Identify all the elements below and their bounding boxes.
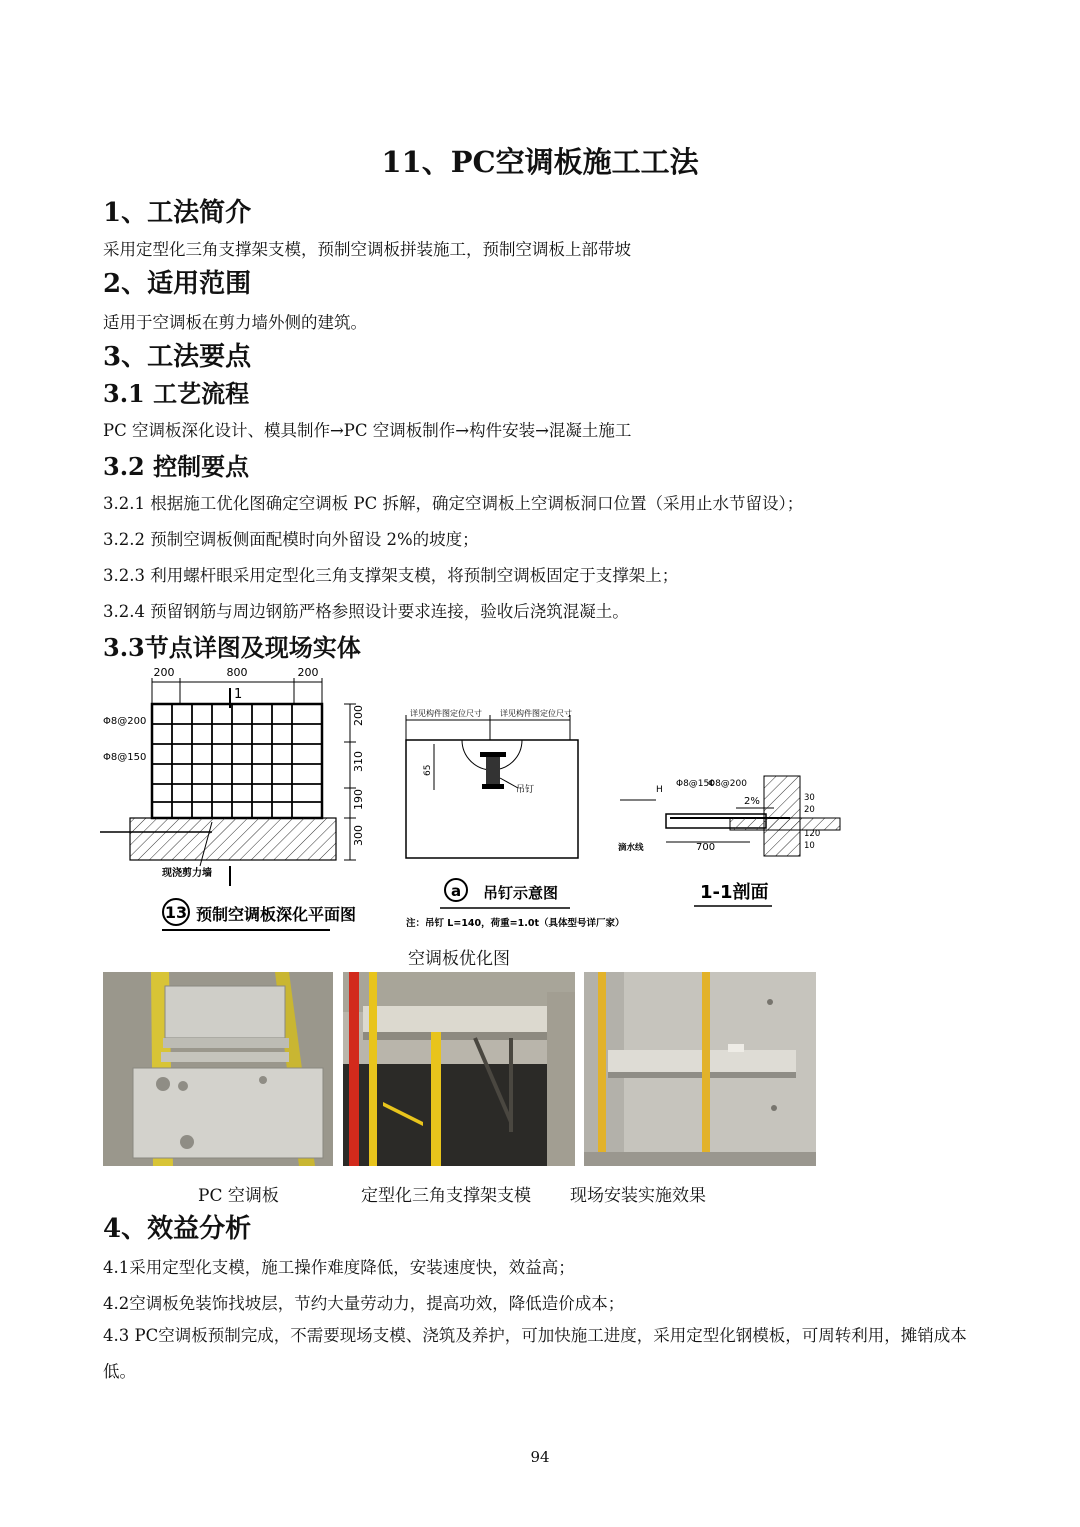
rebar-label-1: Φ8@200 xyxy=(103,716,147,727)
hook-letter: a xyxy=(450,882,462,900)
section-2-text: 适用于空调板在剪力墙外侧的建筑。 xyxy=(103,313,367,332)
dim-top-1: 200 xyxy=(153,666,175,679)
plan-caption: 预制空调板深化平面图 xyxy=(196,905,357,924)
control-point-1: 3.2.1 根据施工优化图确定空调板 PC 拆解，确定空调板上空调板洞口位置（采用止水节留设）； xyxy=(103,494,804,513)
rebar-label-2: Φ8@150 xyxy=(103,752,147,763)
hook-view xyxy=(406,708,624,929)
dim-right-4: 300 xyxy=(352,825,365,846)
section-3-3-heading: 3.3节点详图及现场实体 xyxy=(103,633,361,662)
benefit-2: 4.2空调板免装饰找坡层，节约大量劳动力，提高功效，降低造价成本； xyxy=(103,1294,625,1313)
section-3-1-heading: 3.1 工艺流程 xyxy=(103,379,250,408)
dim-top-3: 200 xyxy=(297,666,319,679)
section-slope: 2% xyxy=(744,796,760,807)
section-dim-120: 120 xyxy=(804,829,821,839)
section-drip-label: 滴水线 xyxy=(618,843,644,853)
section-dim-10: 10 xyxy=(804,841,815,851)
photo-installation xyxy=(584,972,816,1166)
hook-dim-label-2: 详见构件图定位尺寸 xyxy=(500,709,572,718)
hook-dim-65: 65 xyxy=(423,764,433,776)
page-number: 94 xyxy=(530,1448,550,1466)
dim-top-2: 800 xyxy=(226,666,248,679)
control-point-3: 3.2.3 利用螺杆眼采用定型化三角支撑架支模，将预制空调板固定于支撑架上； xyxy=(103,566,679,585)
hook-label: 吊钉 xyxy=(516,785,535,795)
control-point-4: 3.2.4 预留钢筋与周边钢筋严格参照设计要求连接，验收后浇筑混凝土。 xyxy=(103,602,629,621)
section-h-label: H xyxy=(656,785,663,795)
hook-caption: 吊钉示意图 xyxy=(483,884,559,902)
section-rebar-2: Φ8@200 xyxy=(708,779,747,789)
section-3-heading: 3、工法要点 xyxy=(103,342,252,372)
section-4-heading: 4、效益分析 xyxy=(103,1214,252,1244)
hook-dim-label-1: 详见构件图定位尺寸 xyxy=(410,709,482,718)
section-dim-20: 20 xyxy=(804,805,815,815)
page-title: 11、PC空调板施工工法 xyxy=(381,145,699,179)
photo-caption-2: 定型化三角支撑架支模 xyxy=(361,1186,531,1206)
dim-right-3: 190 xyxy=(352,789,365,810)
section-2-heading: 2、适用范围 xyxy=(103,269,252,299)
section-view xyxy=(618,776,840,906)
benefit-3: 4.3 PC空调板预制完成，不需要现场支模、浇筑及养护，可加快施工进度，采用定型化钢模板，可周转利用，摊销成本低。 xyxy=(103,1326,967,1381)
plan-number: 13 xyxy=(164,903,188,922)
detail-drawing xyxy=(100,660,870,940)
section-1-text: 采用定型化三角支撑架支模，预制空调板拼装施工，预制空调板上部带坡 xyxy=(103,240,631,259)
dim-right-2: 310 xyxy=(352,751,365,772)
dim-right-1: 200 xyxy=(352,705,365,726)
control-point-2: 3.2.2 预制空调板侧面配模时向外留设 2%的坡度； xyxy=(103,530,479,549)
hook-note: 注：吊钉 L=140，荷重=1.0t（具体型号详厂家） xyxy=(406,918,625,929)
photo-caption-3: 现场安装实施效果 xyxy=(570,1186,706,1206)
plan-view xyxy=(100,666,365,930)
benefit-1: 4.1采用定型化支模，施工操作难度降低，安装速度快，效益高； xyxy=(103,1258,575,1277)
section-3-2-heading: 3.2 控制要点 xyxy=(103,452,250,481)
section-1-heading: 1、工法简介 xyxy=(103,198,252,228)
section-caption: 1-1剖面 xyxy=(700,882,769,903)
wall-label: 现浇剪力墙 xyxy=(162,868,212,879)
photo-pc-panel xyxy=(103,972,333,1166)
drawing-caption: 空调板优化图 xyxy=(408,949,510,969)
photo-support-frame xyxy=(343,972,575,1166)
photo-caption-1: PC 空调板 xyxy=(198,1186,279,1206)
section-mark-top: 1 xyxy=(234,687,243,702)
section-rebar-1: Φ8@150 xyxy=(676,779,715,789)
section-dim-30: 30 xyxy=(804,793,815,803)
section-3-1-text: PC 空调板深化设计、模具制作→PC 空调板制作→构件安装→混凝土施工 xyxy=(103,421,632,440)
section-dim-700: 700 xyxy=(696,842,716,853)
